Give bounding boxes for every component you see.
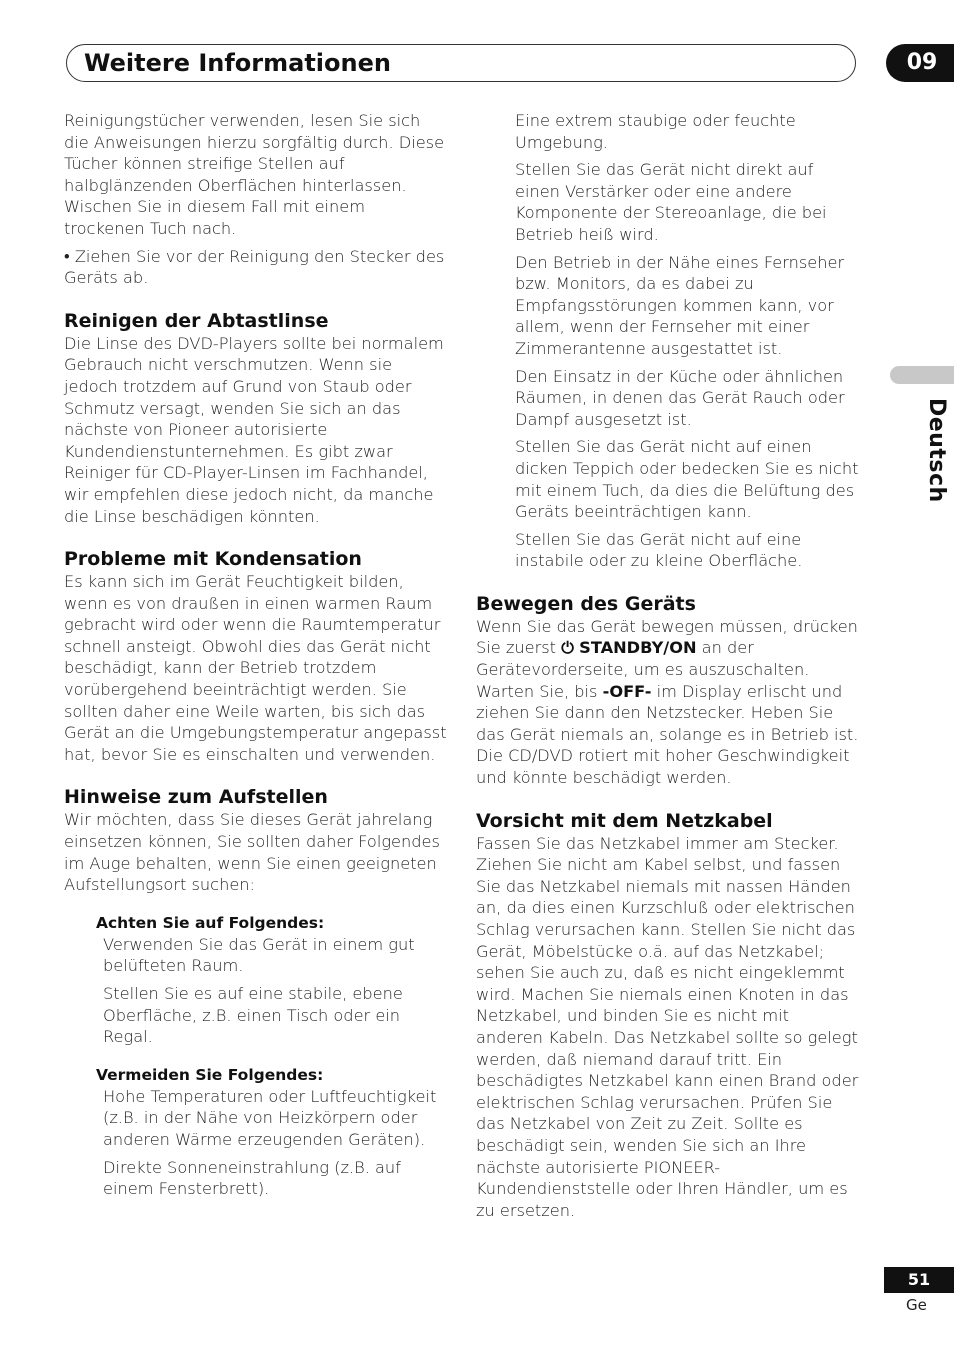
list-item: Eine extrem staubige oder feuchte Umgebung. (515, 111, 796, 152)
list-item: Stellen Sie das Gerät nicht auf eine instabile oder zu kleine Oberfläche. (515, 529, 803, 571)
language-label: Deutsch (924, 398, 949, 503)
section-body: Es kann sich im Gerät Feuchtigkeit bilden, wenn es von draußen in einen warmen Raum gebracht wird oder wenn die Raumtemperatur schnell ansteigt. Obwohl dies das Gerät nicht beschädigt, kann der Betrieb trotzdem vorübergehend beeinträchtigt werden. Sie sollten daher eine Weile warten, bis sich das Gerät an die Umgebungstemperatur angepasst hat, bevor Sie es einschalten und verwenden. (64, 572, 447, 764)
section-heading: Reinigen der Abtastlinse (64, 309, 329, 332)
avoid-heading: Vermeiden Sie Folgendes: (96, 1065, 324, 1084)
moving-text-3: im Display erlischt und ziehen Sie dann den Netzstecker. Heben Sie das Gerät niemals an, solange es in Betrieb ist. Die CD/DVD rotiert mit hoher Geschwindigkeit und könnte beschädigt werden. (476, 681, 859, 788)
standby-key-label: STANDBY/ON (579, 638, 697, 658)
section-body: Wir möchten, dass Sie dieses Gerät jahrelang einsetzen können, Sie sollten daher Folgendes im Auge behalten, wenn Sie einen geeigneten Aufstellungsort suchen: (64, 810, 440, 895)
section-power-cord (476, 809, 860, 1222)
do-list (64, 912, 448, 1048)
list-item: Stellen Sie das Gerät nicht direkt auf einen Verstärker oder eine andere Komponente der Stereoanlage, die bei Betrieb heiß wird. (515, 160, 827, 244)
section-body (476, 616, 860, 789)
list-item: Verwenden Sie das Gerät in einem gut belüfteten Raum. (103, 934, 415, 976)
page-number: 51 (884, 1267, 954, 1293)
language-code: Ge (906, 1296, 927, 1314)
moving-text-2: an der Gerätevorderseite, um es auszuschalten. Warten Sie, bis (476, 638, 810, 701)
power-icon: ⏻ (561, 638, 574, 658)
avoid-list-continued (476, 110, 860, 572)
list-item: Den Betrieb in der Nähe eines Fernseher bzw. Monitors, da es dabei zu Empfangsstörungen kommen kann, vor allem, wenn der Fernseher mit einer Zimmerantenne ausgestattet ist. (515, 252, 845, 358)
list-item: Den Einsatz in der Küche oder ähnlichen Räumen, in denen das Gerät Rauch oder Dampf ausgesetzt ist. (515, 366, 845, 429)
list-item: Direkte Sonneneinstrahlung (z.B. auf einem Fensterbrett). (103, 1157, 401, 1199)
moving-text-1: Wenn Sie das Gerät bewegen müssen, drücken Sie zuerst (476, 616, 858, 658)
section-body: Die Linse des DVD-Players sollte bei normalem Gebrauch nicht verschmutzen. Wenn sie jedoch trotzdem auf Grund von Staub oder Schmutz versagt, wenden Sie sich an das nächste von Pioneer autorisierte Kundendienstunternehmen. Es gibt zwar Reiniger für CD-Player-Linsen im Fachhandel, wir empfehlen diese jedoch nicht, da manche die Linse beschädigen könnten. (64, 333, 444, 526)
intro-paragraph: Reinigungstücher verwenden, lesen Sie sich die Anweisungen hierzu sorgfältig durch. Diese Tücher können streifige Stellen auf halbglänzenden Oberflächen hinterlassen. Wischen Sie in diesem Fall mit einem trockenen Tuch nach. (64, 111, 445, 238)
left-column (64, 110, 448, 1206)
section-body: Fassen Sie das Netzkabel immer am Stecker. Ziehen Sie nicht am Kabel selbst, und fassen Sie das Netzkabel niemals mit nassen Händen an, da dies einen Kurzschluß oder elektrischen Schlag verursachen kann. Stellen Sie nicht das Gerät, Möbelstücke o.ä. auf das Netzkabel; sehen Sie auch zu, daß es nicht eingeklemmt wird. Machen Sie niemals einen Knoten in das Netzkabel, und binden Sie es nicht mit anderen Kabeln. Das Netzkabel sollte so gelegt werden, daß niemand darauf tritt. Ein beschädigtes Netzkabel kann einen Brand oder elektrischen Schlag verursachen. Prüfen Sie das Netzkabel von Zeit zu Zeit. Sollte es beschädigt sein, wenden Sie sich an Ihre nächste autorisierte PIONEER-Kundendienststelle oder Ihren Händler, um es zu ersetzen. (476, 833, 859, 1220)
avoid-list (64, 1064, 448, 1200)
page-title: Weitere Informationen (84, 49, 391, 77)
section-condensation (64, 547, 448, 765)
section-lens-cleaning (64, 309, 448, 527)
chapter-badge: 09 (886, 44, 954, 82)
do-heading: Achten Sie auf Folgendes: (96, 913, 325, 932)
right-column (476, 110, 860, 1227)
unplug-bullet: • Ziehen Sie vor der Reinigung den Stecker des Geräts ab. (64, 246, 445, 288)
list-item: Stellen Sie das Gerät nicht auf einen dicken Teppich oder bedecken Sie es nicht mit einem Tuch, da dies die Belüftung des Geräts beeinträchtigen kann. (515, 437, 859, 522)
section-placement (64, 785, 448, 1199)
section-moving (476, 592, 860, 789)
off-display-label: -OFF- (602, 681, 652, 701)
section-heading: Vorsicht mit dem Netzkabel (476, 809, 773, 832)
section-heading: Bewegen des Geräts (476, 592, 696, 615)
list-item: Hohe Temperaturen oder Luftfeuchtigkeit (z.B. in der Nähe von Heizkörpern oder anderen Wärme erzeugenden Geräten). (103, 1086, 437, 1149)
section-heading: Hinweise zum Aufstellen (64, 786, 328, 809)
language-tab-bar (890, 366, 954, 384)
section-heading: Probleme mit Kondensation (64, 548, 362, 571)
list-item: Stellen Sie es auf eine stabile, ebene Oberfläche, z.B. einen Tisch oder ein Regal. (103, 984, 403, 1047)
